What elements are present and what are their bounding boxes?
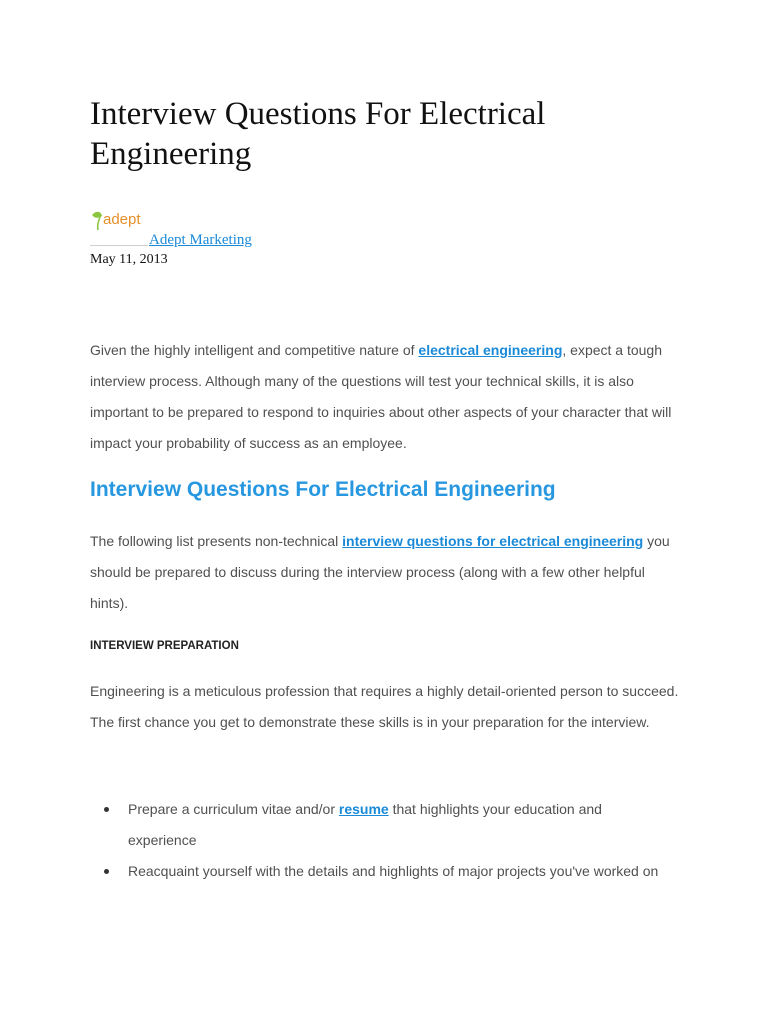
- logo-leaf-icon: [92, 212, 102, 218]
- preparation-heading: INTERVIEW PREPARATION: [90, 640, 239, 652]
- list-item: [104, 856, 664, 887]
- bullet-icon: [104, 807, 109, 812]
- logo-swoosh-icon: [98, 217, 100, 230]
- intro-paragraph: [90, 335, 680, 459]
- logo-wordmark: adept: [103, 211, 141, 228]
- logo-divider: [90, 245, 148, 246]
- publish-date: May 11, 2013: [90, 252, 168, 267]
- list-item: [104, 794, 664, 856]
- intro-text-after: , expect a tough interview process. Although many of the questions will test your technical skills, it is also important to be prepared to respond to inquiries about other aspects of your character that will impact your probability of success as an employee.: [90, 342, 672, 451]
- bullet-1-text-after: that highlights your education and experience: [128, 801, 602, 848]
- section-paragraph: [90, 526, 680, 619]
- bullet-icon: [104, 869, 109, 874]
- bullet-2-text: Reacquaint yourself with the details and highlights of major projects you've worked on: [128, 863, 659, 879]
- author-link[interactable]: Adept Marketing: [149, 232, 252, 248]
- bullet-1-text-before: Prepare a curriculum vitae and/or: [128, 801, 339, 817]
- section-heading: Interview Questions For Electrical Engineering: [90, 478, 556, 501]
- adept-logo[interactable]: [90, 206, 152, 232]
- preparation-list: [104, 794, 664, 887]
- article-title: Interview Questions For Electrical Engineering: [90, 96, 546, 172]
- intro-text-before: Given the highly intelligent and competitive nature of: [90, 342, 419, 358]
- section-text-after: you should be prepared to discuss during the interview process (along with a few other helpful hints).: [90, 533, 670, 611]
- interview-questions-link[interactable]: interview questions for electrical engineering: [342, 533, 644, 549]
- preparation-paragraph: Engineering is a meticulous profession that requires a highly detail-oriented person to succeed. The first chance you get to demonstrate these skills is in your preparation for the interview.: [90, 683, 679, 730]
- section-text-before: The following list presents non-technical: [90, 533, 343, 549]
- resume-link[interactable]: resume: [338, 801, 389, 817]
- electrical-engineering-link[interactable]: electrical engineering: [418, 342, 563, 358]
